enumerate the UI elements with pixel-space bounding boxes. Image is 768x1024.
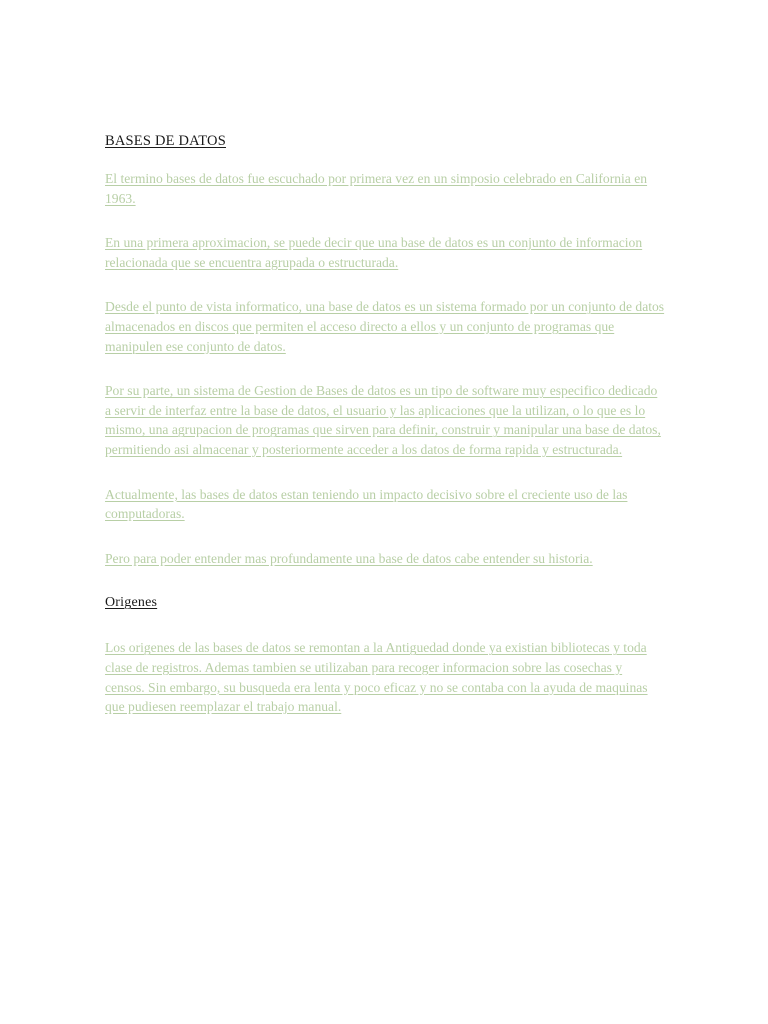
paragraph-dbms: Por su parte, un sistema de Gestion de Bases de datos es un tipo de software muy especifico dedicado a servir de interfaz entre la base de datos, el usuario y las aplicaciones que la utilizan, o lo que es lo mismo, una agrupacion de programas que sirven para definir, construir y manipular una base de datos, permitiendo asi almacenar y posteriormente acceder a los datos de forma rapida y estructurada. bbox=[105, 383, 661, 457]
document-title: BASES DE DATOS bbox=[105, 133, 226, 149]
paragraph-informatic-view: Desde el punto de vista informatico, una base de datos es un sistema formado por un conjunto de datos almacenados en discos que permiten el acceso directo a ellos y un conjunto de programas que manipulen ese conjunto de datos. bbox=[105, 299, 665, 354]
document-page bbox=[105, 131, 665, 717]
paragraph-origins: Los origenes de las bases de datos se remontan a la Antiguedad donde ya existian bibliotecas y toda clase de registros. Ademas tambien se utilizaban para recoger informacion sobre las cosechas y censos. Sin embargo, su busqueda era lenta y poco eficaz y no se contaba con la ayuda de maquinas que pudiesen reemplazar el trabajo manual. bbox=[105, 640, 648, 715]
paragraph-origin-term: El termino bases de datos fue escuchado por primera vez en un simposio celebrado en California en 1963. bbox=[105, 171, 648, 206]
paragraph-history-intro: Pero para poder entender mas profundamente una base de datos cabe entender su historia. bbox=[105, 550, 593, 566]
paragraph-current-impact: Actualmente, las bases de datos estan teniendo un impacto decisivo sobre el creciente uso de las computadoras. bbox=[105, 486, 628, 522]
paragraph-first-approximation: En una primera aproximacion, se puede decir que una base de datos es un conjunto de informacion relacionada que se encuentra agrupada o estructurada. bbox=[105, 235, 643, 270]
section-heading-origenes: Origenes bbox=[105, 595, 158, 611]
